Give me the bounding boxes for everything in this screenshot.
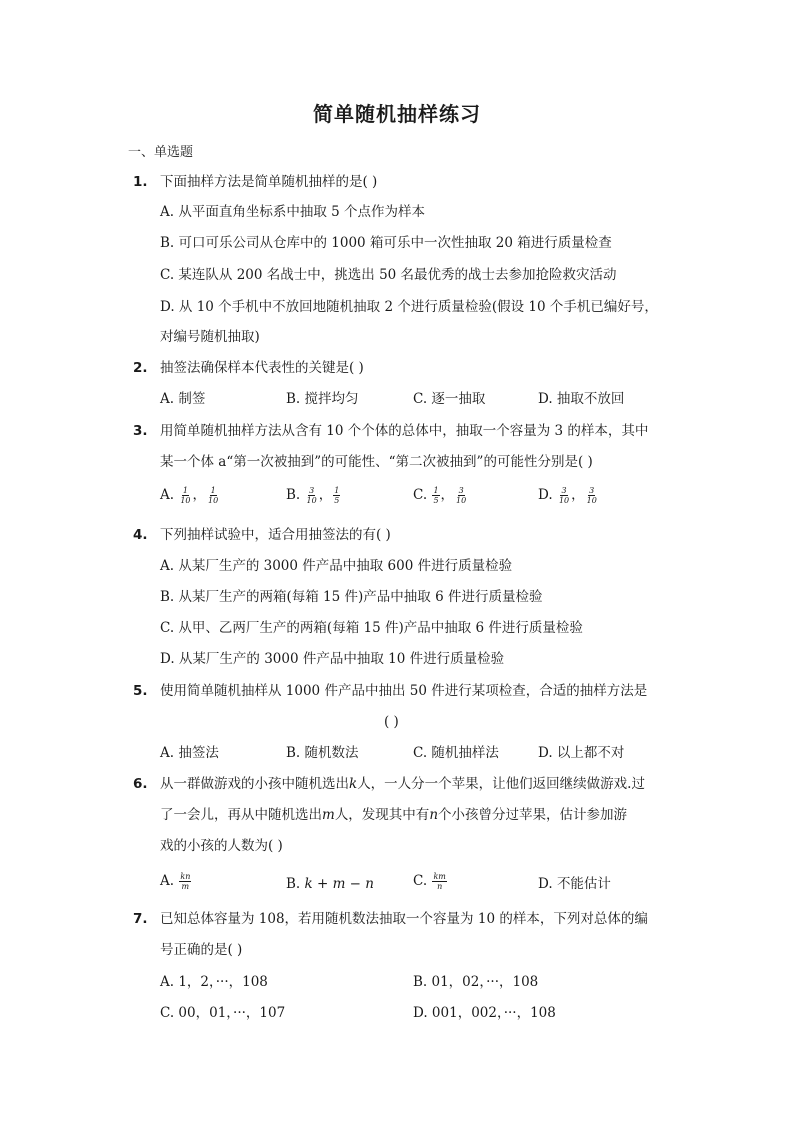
denominator: 10	[558, 496, 570, 505]
question-stem	[160, 806, 627, 824]
option-label: B.	[286, 487, 301, 503]
numerator: 1	[334, 486, 340, 495]
fraction	[207, 486, 219, 505]
math-variable: n	[429, 807, 439, 823]
question-stem: 戏的小孩的人数为( )	[160, 838, 283, 854]
option-d: D. 从某厂生产的 3000 件产品中抽取 10 件进行质量检验	[160, 651, 505, 667]
question-stem: 下列抽样试验中，适合用抽签法的有( )	[160, 527, 391, 543]
option-label: D.	[538, 487, 553, 503]
question-stem: 用简单随机抽样方法从含有 10 个个体的总体中，抽取一个容量为 3 的样本，其中	[160, 423, 649, 439]
question-number: 4.	[133, 527, 148, 543]
option-a: A. 制签	[160, 391, 206, 407]
math-variable: k	[349, 776, 358, 792]
question-stem	[160, 775, 645, 793]
question-stem: 已知总体容量为 108，若用随机数法抽取一个容量为 10 的样本，下列对总体的编	[160, 911, 648, 927]
option-d: D. 抽取不放回	[538, 391, 625, 407]
option-label: A.	[160, 873, 175, 889]
option-b	[286, 875, 374, 893]
fraction	[432, 872, 446, 891]
stem-text: 个小孩曾分过苹果，估计参加游	[438, 807, 628, 823]
fraction	[455, 486, 467, 505]
question-stem: ( )	[384, 714, 399, 730]
question-number: 2.	[133, 360, 148, 376]
option-a: A. 1，2，···，108	[160, 974, 268, 990]
numerator: 3	[458, 486, 464, 495]
question-number: 7.	[133, 911, 148, 927]
denominator: 10	[586, 496, 597, 505]
page-title: 简单随机抽样练习	[313, 102, 481, 126]
option-c: C. 00，01，···，107	[160, 1005, 286, 1021]
stem-text: 了一会儿，再从中随机选出	[160, 807, 322, 823]
question-stem: 某一个体 a“第一次被抽到”的可能性、“第二次被抽到”的可能性分别是( )	[160, 454, 593, 470]
numerator: 3	[589, 486, 595, 495]
denominator: 10	[208, 496, 219, 505]
numerator: 1	[210, 486, 216, 495]
option-d	[538, 875, 611, 893]
numerator: km	[433, 872, 446, 881]
stem-text: 从一群做游戏的小孩中随机选出	[160, 776, 349, 792]
question-number: 6.	[133, 776, 148, 792]
denominator: n	[437, 882, 443, 891]
option-label: B.	[286, 876, 301, 892]
option-label: D.	[538, 876, 553, 892]
option-c: C. 逐一抽取	[413, 391, 486, 407]
option-d: D. 001，002，···，108	[413, 1005, 556, 1021]
math-expression: k + m − n	[304, 876, 374, 892]
fraction	[586, 486, 598, 505]
option-d-continued: 对编号随机抽取)	[160, 329, 260, 345]
option-a: A. 从某厂生产的 3000 件产品中抽取 600 件进行质量检验	[160, 558, 513, 574]
option-c	[413, 486, 468, 505]
denominator: m	[181, 882, 190, 891]
option-b: B. 随机数法	[286, 745, 359, 761]
option-b: B. 01，02，···，108	[413, 974, 539, 990]
option-b: B. 可口可乐公司从仓库中的 1000 箱可乐中一次性抽取 20 箱进行质量检查	[160, 235, 612, 251]
option-d	[538, 486, 599, 505]
numerator: 3	[561, 486, 567, 495]
question-stem: 号正确的是( )	[160, 942, 243, 958]
option-c: C. 从甲、乙两厂生产的两箱(每箱 15 件)产品中抽取 6 件进行质量检验	[160, 620, 583, 636]
question-number: 3.	[133, 423, 148, 439]
denominator: 5	[433, 496, 439, 505]
stem-text: 人，一人分一个苹果，让他们返回继续做游戏.过	[357, 776, 645, 792]
denominator: 10	[456, 496, 467, 505]
question-stem: 使用简单随机抽样从 1000 件产品中抽出 50 件进行某项检查，合适的抽样方法是	[160, 683, 648, 699]
option-a: A. 抽签法	[160, 745, 219, 761]
option-c: C. 某连队从 200 名战士中，挑选出 50 名最优秀的战士去参加抢险救灾活动	[160, 267, 617, 283]
math-variable: m	[322, 807, 335, 823]
separator: ，	[318, 487, 333, 503]
denominator: 10	[180, 496, 191, 505]
option-b: B. 从某厂生产的两箱(每箱 15 件)产品中抽取 6 件进行质量检验	[160, 589, 543, 605]
numerator: 1	[433, 486, 439, 495]
section-heading: 一、单选题	[128, 145, 194, 160]
denominator: 10	[306, 496, 317, 505]
option-d: D. 以上都不对	[538, 745, 625, 761]
separator: ，	[192, 487, 207, 503]
option-b: B. 搅拌均匀	[286, 391, 359, 407]
option-a	[160, 486, 220, 505]
numerator: 3	[309, 486, 315, 495]
option-c: C. 随机抽样法	[413, 745, 499, 761]
separator: ，	[440, 487, 455, 503]
question-number: 5.	[133, 683, 148, 699]
option-b	[286, 486, 341, 505]
numerator: kn	[180, 872, 191, 881]
option-c	[413, 872, 448, 891]
question-stem: 抽签法确保样本代表性的关键是( )	[160, 360, 364, 376]
fraction	[306, 486, 318, 505]
fraction	[179, 872, 191, 891]
numerator: 1	[182, 486, 188, 495]
fraction	[179, 486, 191, 505]
option-a: A. 从平面直角坐标系中抽取 5 个点作为样本	[160, 204, 426, 220]
question-stem: 下面抽样方法是简单随机抽样的是( )	[160, 174, 378, 190]
question-number: 1.	[133, 174, 148, 190]
option-label: C.	[413, 487, 428, 503]
fraction	[333, 486, 340, 505]
stem-text: 人，发现其中有	[334, 807, 430, 823]
option-label: C.	[413, 873, 428, 889]
option-d: D. 从 10 个手机中不放回地随机抽取 2 个进行质量检验(假设 10 个手机已编好号，	[160, 299, 658, 315]
fraction	[558, 486, 570, 505]
option-a	[160, 872, 192, 891]
separator: ，	[571, 487, 585, 503]
option-label: A.	[160, 487, 175, 503]
fraction	[432, 486, 439, 505]
option-text: 不能估计	[556, 876, 611, 892]
denominator: 5	[334, 496, 340, 505]
